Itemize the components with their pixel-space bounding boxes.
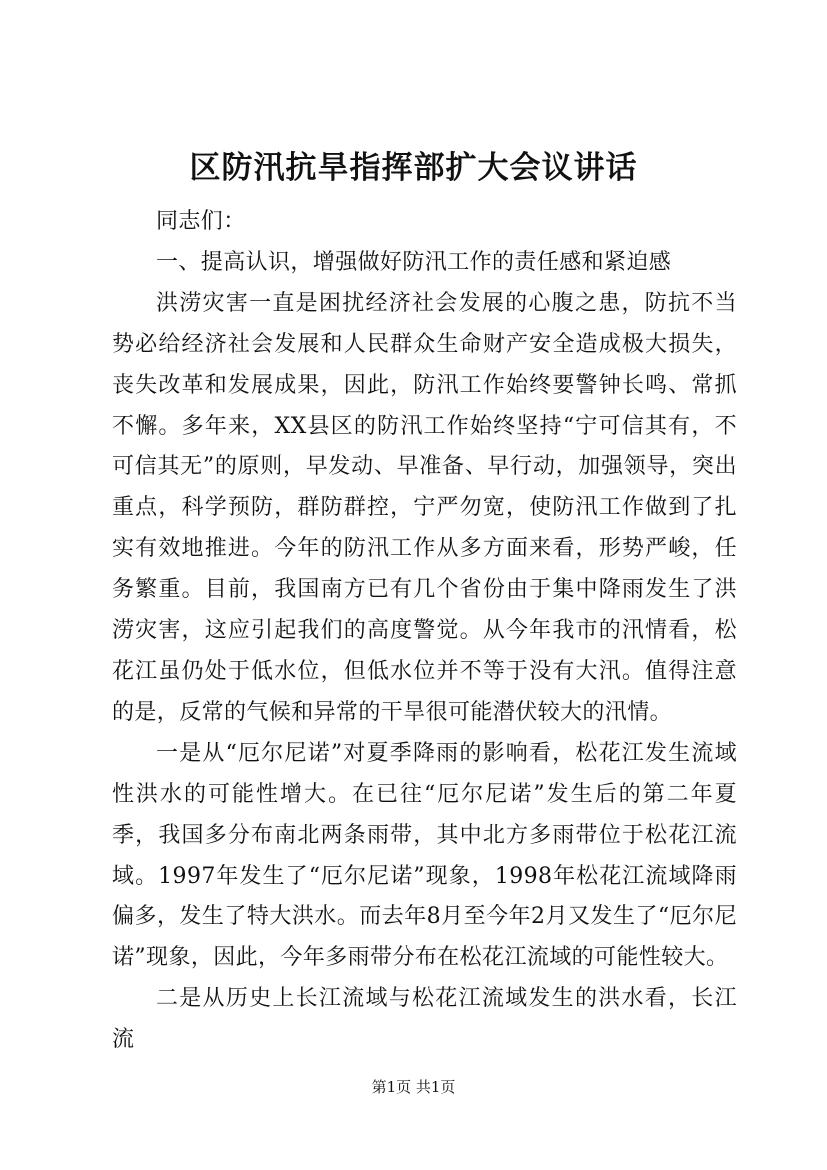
salutation: 同志们：	[156, 209, 246, 234]
paragraph: 二是从历史上长江流域与松花江流域发生的洪水看，长江流	[112, 986, 737, 1053]
section-heading: 一、提高认识，增强做好防汛工作的责任感和紧迫感	[156, 249, 672, 275]
page-footer: 第1页 共1页	[371, 1078, 456, 1096]
document-body	[112, 202, 737, 1061]
document-title: 区防汛抗旱指挥部扩大会议讲话	[189, 150, 638, 186]
paragraph: 一是从“厄尔尼诺”对夏季降雨的影响看，松花江发生流域性洪水的可能性增大。在已往“厄尔尼诺”发生后的第二年夏季，我国多分布南北两条雨带，其中北方多雨带位于松花江流域。1997年发生了“厄尔尼诺”现象，1998年松花江流域降雨偏多，发生了特大洪水。而去年8月至今年2月又发生了“厄尔尼诺”现象，因此，今年多雨带分布在松花江流域的可能性较大。	[112, 740, 737, 971]
paragraph: 洪涝灾害一直是困扰经济社会发展的心腹之患，防抗不当势必给经济社会发展和人民群众生命财产安全造成极大损失，丧失改革和发展成果，因此，防汛工作始终要警钟长鸣、常抓不懈。多年来，XX县区的防汛工作始终坚持“宁可信其有，不可信其无”的原则，早发动、早准备、早行动，加强领导，突出重点，科学预防，群防群控，宁严勿宽，使防汛工作做到了扎实有效地推进。今年的防汛工作从多方面来看，形势严峻，任务繁重。目前，我国南方已有几个省份由于集中降雨发生了洪涝灾害，这应引起我们的高度警觉。从今年我市的汛情看，松花江虽仍处于低水位，但低水位并不等于没有大汛。值得注意的是，反常的气候和异常的干旱很可能潜伏较大的汛情。	[112, 290, 737, 725]
